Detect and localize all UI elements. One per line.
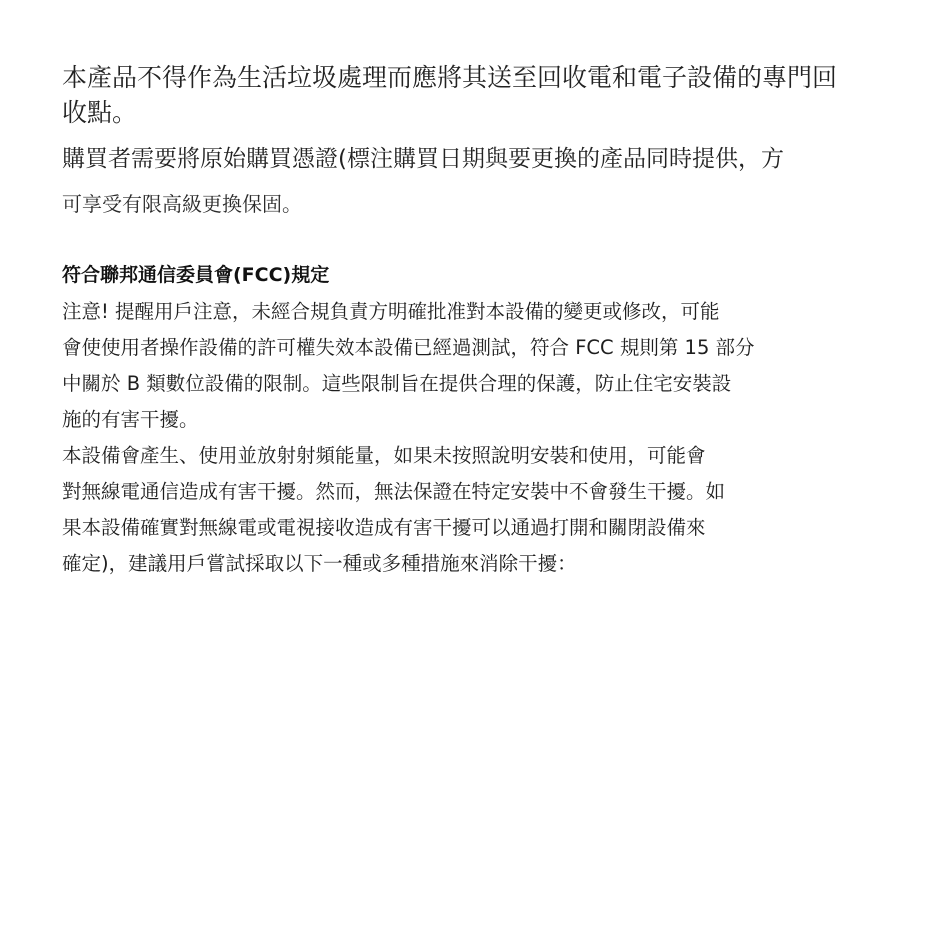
- warranty-notice-line-1: 購買者需要將原始購買憑證(標注購買日期與要更換的產品同時提供，方: [62, 146, 784, 172]
- fcc-caution-line-3: 中關於 B 類數位設備的限制。這些限制旨在提供合理的保護，防止住宅安裝設: [62, 372, 732, 395]
- recycling-notice-line-1: 本產品不得作為生活垃圾處理而應將其送至回收電和電子設備的專門回: [62, 63, 838, 92]
- fcc-interference-line-3: 果本設備確實對無線電或電視接收造成有害干擾可以通過打開和關閉設備來: [62, 516, 706, 539]
- warranty-notice-line-2: 可享受有限高級更換保固。: [62, 192, 302, 216]
- fcc-interference-line-4: 確定)，建議用戶嘗試採取以下一種或多種措施來消除干擾：: [62, 552, 577, 575]
- fcc-caution-line-4: 施的有害干擾。: [62, 408, 199, 431]
- fcc-interference-line-2: 對無線電通信造成有害干擾。然而，無法保證在特定安裝中不會發生干擾。如: [62, 480, 726, 503]
- recycling-notice-line-2: 收點。: [62, 98, 138, 127]
- fcc-interference-line-1: 本設備會產生、使用並放射射頻能量，如果未按照說明安裝和使用，可能會: [62, 444, 706, 467]
- fcc-heading: 符合聯邦通信委員會(FCC)規定: [62, 264, 330, 286]
- fcc-caution-line-1: 注意! 提醒用戶注意，未經合規負責方明確批准對本設備的變更或修改，可能: [62, 300, 720, 323]
- fcc-caution-line-2: 會使使用者操作設備的許可權失效本設備已經過測試，符合 FCC 規則第 15 部分: [62, 336, 755, 359]
